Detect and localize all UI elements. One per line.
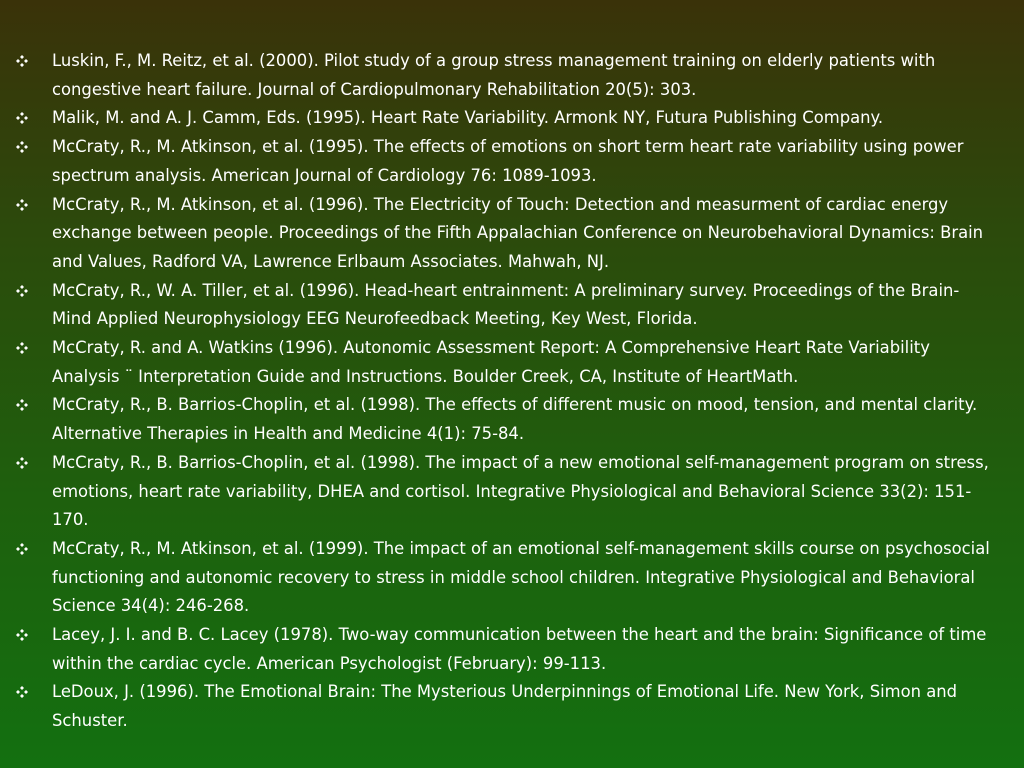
reference-item [14,334,994,391]
reference-text: McCraty, R., M. Atkinson, et al. (1995). The effects of emotions on short term heart rate variability using power spectrum analysis. American Journal of Cardiology 76: 1089-1093. [52,137,964,185]
reference-item [14,621,994,678]
reference-item [14,191,994,277]
reference-text: Luskin, F., M. Reitz, et al. (2000). Pilot study of a group stress management training on elderly patients with congestive heart failure. Journal of Cardiopulmonary Rehabilitation 20(5): 303. [52,51,936,99]
reference-item [14,133,994,190]
four-diamond-bullet-icon [14,449,52,469]
four-diamond-bullet-icon [14,191,52,211]
four-diamond-bullet-icon [14,334,52,354]
reference-text: McCraty, R., W. A. Tiller, et al. (1996). Head-heart entrainment: A preliminary survey. Proceedings of the Brain-Mind Applied Neurophysiology EEG Neurofeedback Meeting, Key West, Florida. [52,280,960,329]
reference-item [14,391,994,448]
reference-text: McCraty, R., M. Atkinson, et al. (1999). The impact of an emotional self-management skills course on psychosocial functioning and autonomic recovery to stress in middle school children. Integrative Physiological and Behavioral Science 34(4): 246-268. [52,538,990,616]
reference-text: LeDoux, J. (1996). The Emotional Brain: The Mysterious Underpinnings of Emotional Life. New York, Simon and Schuster. [52,682,958,731]
four-diamond-bullet-icon [14,535,52,555]
four-diamond-bullet-icon [14,133,52,153]
reference-list [14,47,994,736]
four-diamond-bullet-icon [14,277,52,297]
reference-text: McCraty, R., M. Atkinson, et al. (1996). The Electricity of Touch: Detection and measurment of cardiac energy exchange between people. Proceedings of the Fifth Appalachian Conference on Neurobehavioral Dynamics: Brain and Values, Radford VA, Lawrence Erlbaum Associates. Mahwah, NJ. [52,194,984,271]
reference-item [14,678,994,735]
reference-text: McCraty, R. and A. Watkins (1996). Autonomic Assessment Report: A Comprehensive Heart Rate Variability Analysis ¨ Interpretation Guide and Instructions. Boulder Creek, CA, Institute of HeartMath. [52,338,930,386]
reference-item [14,535,994,621]
reference-item [14,47,994,104]
reference-text: McCraty, R., B. Barrios-Choplin, et al. (1998). The impact of a new emotional self-management program on stress, emotions, heart rate variability, DHEA and cortisol. Integrative Physiological and Behavioral Science 33(2): 151-170. [52,452,989,530]
reference-item [14,449,994,535]
four-diamond-bullet-icon [14,621,52,641]
reference-text: Malik, M. and A. J. Camm, Eds. (1995). Heart Rate Variability. Armonk NY, Futura Publishing Company. [52,108,884,128]
reference-item [14,277,994,334]
four-diamond-bullet-icon [14,47,52,67]
four-diamond-bullet-icon [14,391,52,411]
four-diamond-bullet-icon [14,104,52,124]
reference-text: McCraty, R., B. Barrios-Choplin, et al. (1998). The effects of different music on mood, tension, and mental clarity. Alternative Therapies in Health and Medicine 4(1): 75-84. [52,395,978,444]
reference-item [14,104,994,133]
reference-text: Lacey, J. I. and B. C. Lacey (1978). Two-way communication between the heart and the brain: Significance of time within the cardiac cycle. American Psychologist (February): 99-113. [52,625,987,673]
four-diamond-bullet-icon [14,678,52,698]
